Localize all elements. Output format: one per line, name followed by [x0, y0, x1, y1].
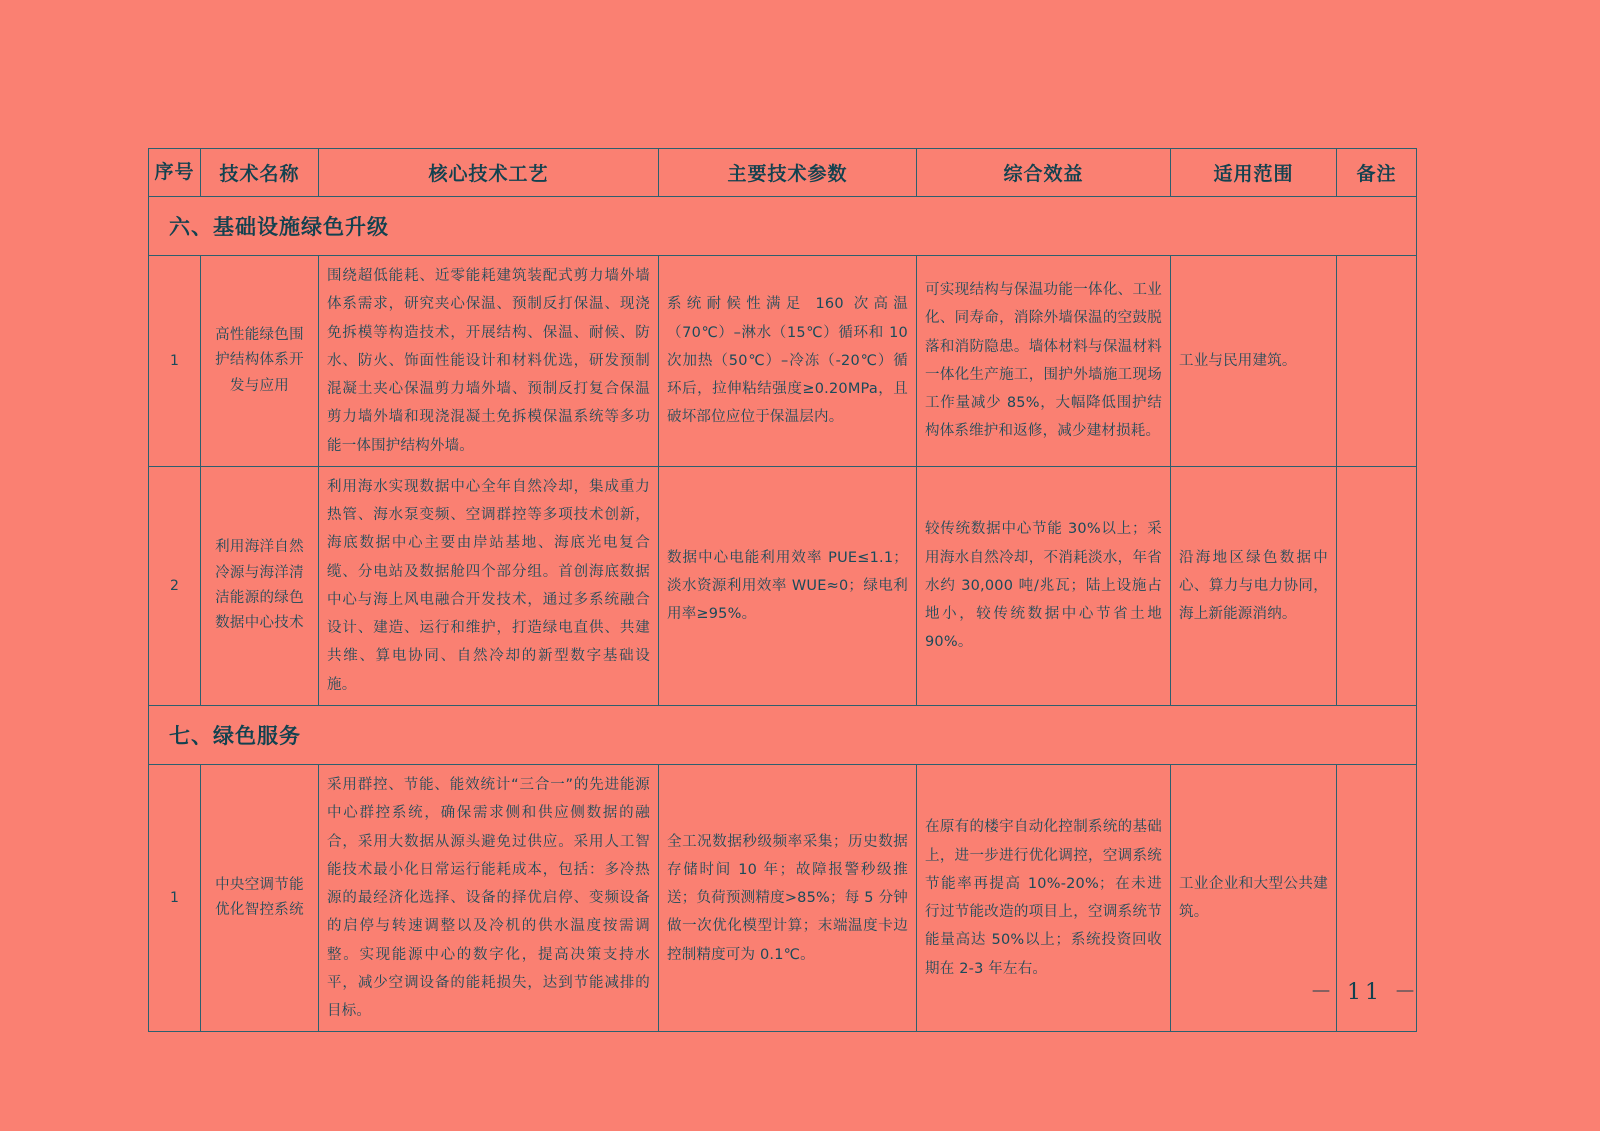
row-index: 2 — [149, 466, 201, 705]
header-note: 备注 — [1337, 149, 1417, 197]
header-benefits: 综合效益 — [917, 149, 1171, 197]
section-title-6: 六、基础设施绿色升级 — [149, 197, 1417, 256]
row-benefits: 较传统数据中心节能 30%以上；采用海水自然冷却，不消耗淡水，年省水约 30,000 吨/兆瓦；陆上设施占地小，较传统数据中心节省土地 90%。 — [917, 466, 1171, 705]
row-core-process: 围绕超低能耗、近零能耗建筑装配式剪力墙外墙体系需求，研究夹心保温、预制反打保温、现浇免拆模等构造技术，开展结构、保温、耐候、防水、防火、饰面性能设计和材料优选，研发预制混凝土夹心保温剪力墙外墙、预制反打复合保温剪力墙外墙和现浇混凝土免拆模保温系统等多功能一体围护结构外墙。 — [319, 256, 659, 467]
row-scope: 沿海地区绿色数据中心、算力与电力协同，海上新能源消纳。 — [1171, 466, 1337, 705]
row-benefits: 在原有的楼宇自动化控制系统的基础上，进一步进行优化调控，空调系统节能率再提高 10%-20%；在未进行过节能改造的项目上，空调系统节能量高达 50%以上；系统投资回收期在 2-3 年左右。 — [917, 764, 1171, 1031]
page-number: － 11 － — [1310, 980, 1420, 1005]
row-main-params: 全工况数据秒级频率采集；历史数据存储时间 10 年；故障报警秒级推送；负荷预测精度>85%；每 5 分钟做一次优化模型计算；末端温度卡边控制精度可为 0.1℃。 — [659, 764, 917, 1031]
row-core-process: 利用海水实现数据中心全年自然冷却，集成重力热管、海水泵变频、空调群控等多项技术创新，海底数据中心主要由岸站基地、海底光电复合缆、分电站及数据舱四个部分组。首创海底数据中心与海上风电融合开发技术，通过多系统融合设计、建造、运行和维护，打造绿电直供、共建共维、算电协同、自然冷却的新型数字基础设施。 — [319, 466, 659, 705]
row-index: 1 — [149, 256, 201, 467]
section-heading-row — [149, 197, 1417, 256]
table-row — [149, 466, 1417, 705]
technology-catalog-table — [148, 148, 1417, 1032]
row-tech-name: 利用海洋自然冷源与海洋清洁能源的绿色数据中心技术 — [201, 466, 319, 705]
row-core-process: 采用群控、节能、能效统计“三合一”的先进能源中心群控系统，确保需求侧和供应侧数据的融合，采用大数据从源头避免过供应。采用人工智能技术最小化日常运行能耗成本，包括：多冷热源的最经济化选择、设备的择优启停、变频设备的启停与转速调整以及冷机的供水温度按需调整。实现能源中心的数字化，提高决策支持水平，减少空调设备的能耗损失，达到节能减排的目标。 — [319, 764, 659, 1031]
row-index: 1 — [149, 764, 201, 1031]
row-scope: 工业企业和大型公共建筑。 — [1171, 764, 1337, 1031]
header-core-process: 核心技术工艺 — [319, 149, 659, 197]
header-index: 序号 — [149, 149, 201, 197]
section-heading-row — [149, 705, 1417, 764]
row-tech-name: 中央空调节能优化智控系统 — [201, 764, 319, 1031]
table-row — [149, 764, 1417, 1031]
row-tech-name: 高性能绿色围护结构体系开发与应用 — [201, 256, 319, 467]
row-scope: 工业与民用建筑。 — [1171, 256, 1337, 467]
header-main-params: 主要技术参数 — [659, 149, 917, 197]
row-benefits: 可实现结构与保温功能一体化、工业化、同寿命，消除外墙保温的空鼓脱落和消防隐患。墙体材料与保温材料一体化生产施工，围护外墙施工现场工作量减少 85%，大幅降低围护结构体系维护和返修，减少建材损耗。 — [917, 256, 1171, 467]
row-note — [1337, 256, 1417, 467]
header-tech-name: 技术名称 — [201, 149, 319, 197]
row-main-params: 系统耐候性满足 160 次高温（70℃）–淋水（15℃）循环和 10 次加热（50℃）–冷冻（-20℃）循环后，拉伸粘结强度≥0.20MPa，且破坏部位应位于保温层内。 — [659, 256, 917, 467]
row-main-params: 数据中心电能利用效率 PUE≤1.1；淡水资源利用效率 WUE≈0；绿电利用率≥95%。 — [659, 466, 917, 705]
section-title-7: 七、绿色服务 — [149, 705, 1417, 764]
header-scope: 适用范围 — [1171, 149, 1337, 197]
table-row — [149, 256, 1417, 467]
row-note — [1337, 466, 1417, 705]
table-header-row — [149, 149, 1417, 197]
